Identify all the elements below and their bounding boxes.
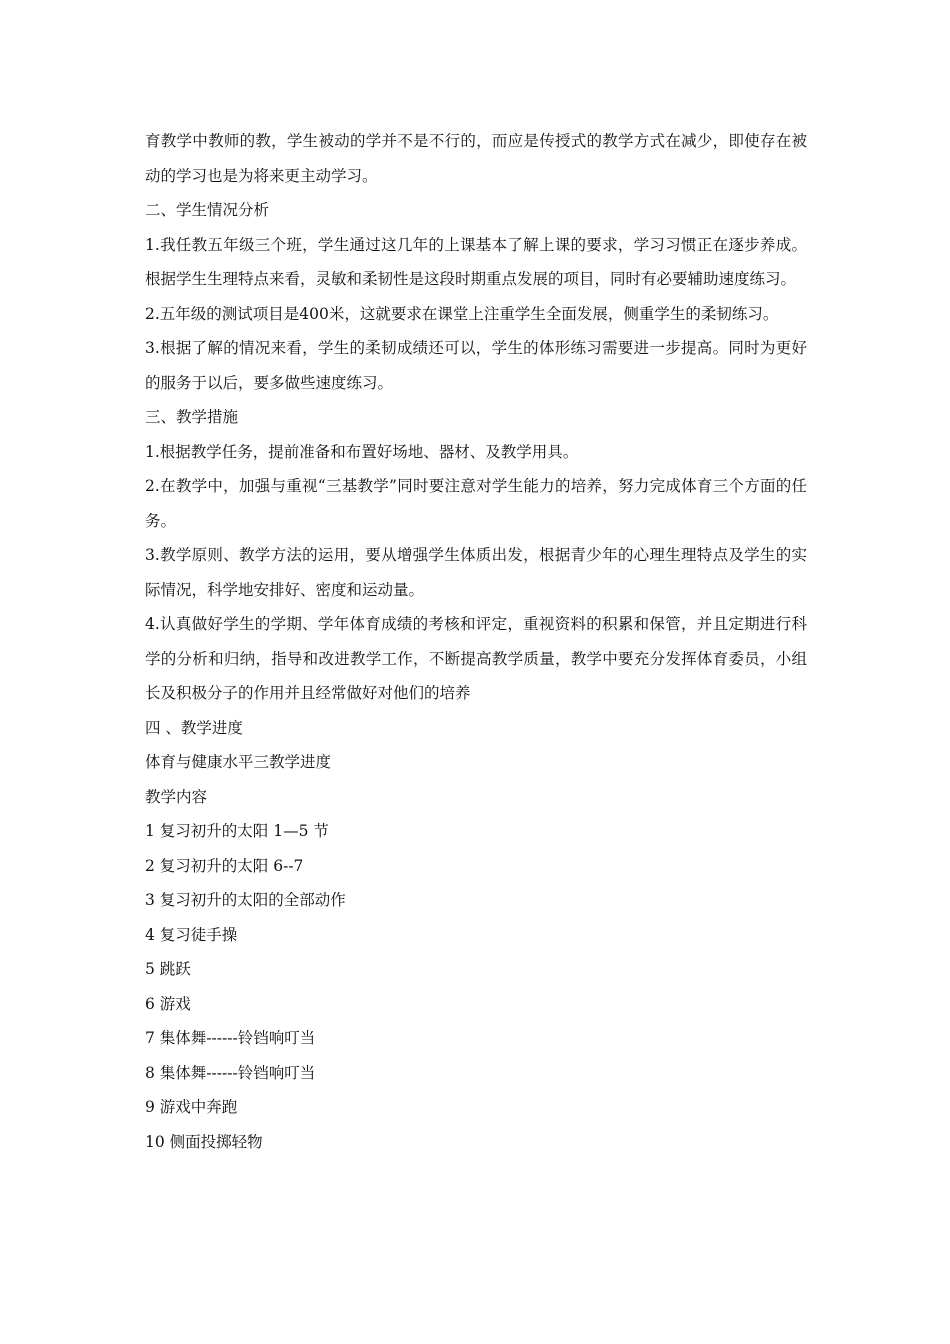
content-list-item: 1 复习初升的太阳 1—5 节	[145, 822, 329, 840]
content-list-item: 7 集体舞------铃铛响叮当	[145, 1029, 316, 1047]
teaching-measures-item-1: 1.根据教学任务，提前准备和布置好场地、器材、及教学用具。	[145, 442, 579, 461]
section-heading-teaching-measures: 三、教学措施	[145, 408, 239, 426]
section-heading-teaching-progress: 四 、教学进度	[145, 718, 243, 737]
content-list-item: 10 侧面投掷轻物	[145, 1132, 263, 1151]
content-list-item: 4 复习徒手操	[145, 925, 238, 944]
section-heading-student-analysis: 二、学生情况分析	[145, 201, 270, 219]
content-list-item: 9 游戏中奔跑	[145, 1098, 238, 1116]
student-analysis-item-3: 3.根据了解的情况来看，学生的柔韧成绩还可以，学生的体形练习需要进一步提高。同时为更好的服务于以后，要多做些速度练习。	[145, 339, 807, 392]
content-list-item: 3 复习初升的太阳的全部动作	[145, 891, 346, 909]
progress-subtitle: 体育与健康水平三教学进度	[145, 753, 332, 771]
teaching-measures-item-4: 4.认真做好学生的学期、学年体育成绩的考核和评定，重视资料的积累和保管，并且定期进行科学的分析和归纳，指导和改进教学工作，不断提高教学质量，教学中要充分发挥体育委员，小组长及积极分子的作用并且经常做好对他们的培养	[145, 615, 807, 702]
teaching-measures-item-2: 2.在教学中，加强与重视“三基教学”同时要注意对学生能力的培养，努力完成体育三个方面的任务。	[145, 477, 807, 530]
content-list-item: 5 跳跃	[145, 960, 191, 978]
teaching-measures-item-3: 3.教学原则、教学方法的运用，要从增强学生体质出发，根据青少年的心理生理特点及学生的实际情况，科学地安排好、密度和运动量。	[145, 546, 807, 599]
content-list-item: 2 复习初升的太阳 6--7	[145, 856, 304, 875]
content-list-item: 8 集体舞------铃铛响叮当	[145, 1063, 316, 1082]
content-list-item: 6 游戏	[145, 994, 191, 1013]
document-body	[145, 124, 807, 1159]
student-analysis-item-2: 2.五年级的测试项目是400米，这就要求在课堂上注重学生全面发展，侧重学生的柔韧练习。	[145, 304, 779, 323]
student-analysis-item-1: 1.我任教五年级三个班，学生通过这几年的上课基本了解上课的要求，学习习惯正在逐步养成。根据学生生理特点来看，灵敏和柔韧性是这段时期重点发展的项目，同时有必要辅助速度练习。	[145, 235, 807, 288]
content-heading: 教学内容	[145, 787, 208, 806]
intro-paragraph: 育教学中教师的教，学生被动的学并不是不行的，而应是传授式的教学方式在减少，即使存在被动的学习也是为将来更主动学习。	[145, 132, 807, 185]
